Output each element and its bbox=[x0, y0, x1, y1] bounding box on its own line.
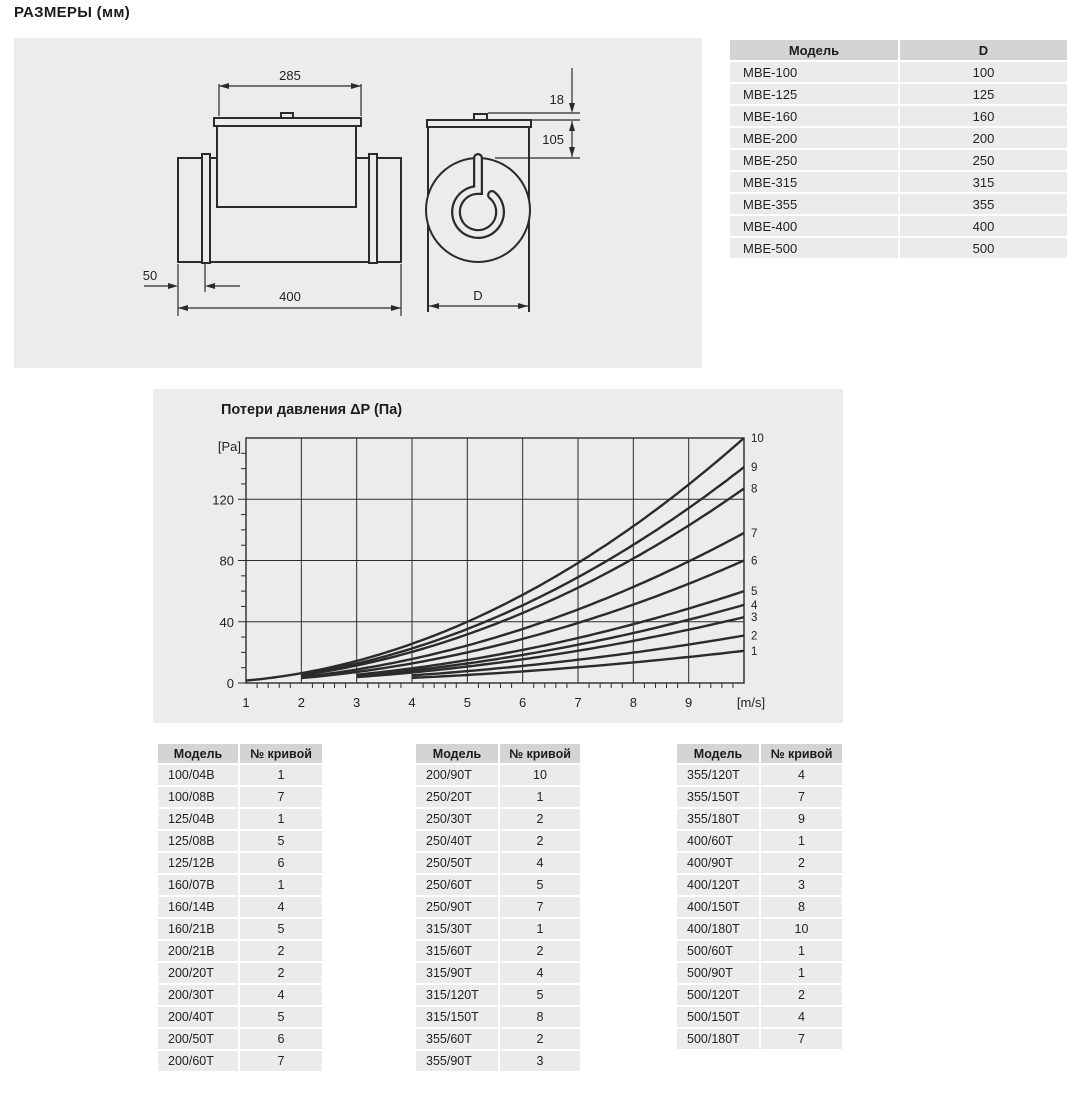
curve-number-cell: 2 bbox=[500, 831, 580, 851]
model-cell: 500/180T bbox=[677, 1029, 759, 1049]
table-row bbox=[158, 919, 322, 939]
curve-label-8: 8 bbox=[751, 483, 758, 496]
table-row bbox=[416, 1051, 580, 1071]
curve-number-cell: 9 bbox=[761, 809, 842, 829]
curve-table-3 bbox=[675, 742, 844, 1051]
table-row bbox=[158, 809, 322, 829]
curve-number-cell: 4 bbox=[761, 1007, 842, 1027]
y-tick-label: 0 bbox=[226, 676, 234, 691]
curve-number-cell: 2 bbox=[240, 963, 322, 983]
table-row bbox=[416, 765, 580, 785]
curve-number-cell: 1 bbox=[240, 875, 322, 895]
table-row bbox=[158, 1007, 322, 1027]
model-cell: 355/60T bbox=[416, 1029, 498, 1049]
table-row bbox=[730, 150, 1067, 170]
d-value-cell: 200 bbox=[900, 128, 1067, 148]
d-value-cell: 100 bbox=[900, 62, 1067, 82]
x-tick-label: 1 bbox=[242, 695, 250, 710]
y-tick-label: 80 bbox=[219, 553, 234, 569]
model-cell: 315/30T bbox=[416, 919, 498, 939]
table-row bbox=[730, 194, 1067, 214]
dim-d-label: D bbox=[473, 288, 483, 303]
column-header: № кривой bbox=[761, 744, 842, 763]
curve-number-cell: 3 bbox=[761, 875, 842, 895]
curve-number-cell: 7 bbox=[240, 1051, 322, 1071]
table-row bbox=[730, 172, 1067, 192]
model-cell: 400/60T bbox=[677, 831, 759, 851]
curve-number-cell: 7 bbox=[240, 787, 322, 807]
table-row bbox=[677, 875, 842, 895]
table-row bbox=[158, 985, 322, 1005]
curve-label-5: 5 bbox=[751, 586, 758, 599]
x-tick-label: 8 bbox=[629, 695, 637, 710]
table-row bbox=[677, 985, 842, 1005]
curve-10 bbox=[246, 438, 744, 681]
curve-number-cell: 5 bbox=[240, 831, 322, 851]
table-row bbox=[416, 809, 580, 829]
column-header: Модель bbox=[416, 744, 498, 763]
curve-number-cell: 4 bbox=[240, 985, 322, 1005]
model-cell: 200/30T bbox=[158, 985, 238, 1005]
d-value-cell: 125 bbox=[900, 84, 1067, 104]
curve-label-7: 7 bbox=[751, 527, 758, 540]
curve-number-cell: 2 bbox=[240, 941, 322, 961]
model-cell: 200/21B bbox=[158, 941, 238, 961]
d-value-cell: 500 bbox=[900, 238, 1067, 258]
model-cell: 355/120T bbox=[677, 765, 759, 785]
dim-50-label: 50 bbox=[142, 268, 158, 283]
d-value-cell: 400 bbox=[900, 216, 1067, 236]
model-cell: 200/50T bbox=[158, 1029, 238, 1049]
model-cell: 315/60T bbox=[416, 941, 498, 961]
table-row bbox=[677, 1007, 842, 1027]
curve-label-3: 3 bbox=[751, 612, 758, 625]
curve-number-cell: 2 bbox=[500, 1029, 580, 1049]
model-cell: 500/90T bbox=[677, 963, 759, 983]
curve-number-cell: 10 bbox=[761, 919, 842, 939]
curve-number-cell: 1 bbox=[240, 765, 322, 785]
curve-number-cell: 2 bbox=[500, 809, 580, 829]
curve-label-1: 1 bbox=[751, 645, 758, 658]
table-row bbox=[416, 963, 580, 983]
table-row bbox=[416, 897, 580, 917]
d-value-cell: 250 bbox=[900, 150, 1067, 170]
model-cell: MBE-200 bbox=[730, 128, 898, 148]
model-cell: 355/90T bbox=[416, 1051, 498, 1071]
dim-18-label: 18 bbox=[549, 92, 564, 107]
d-value-cell: 315 bbox=[900, 172, 1067, 192]
column-header: № кривой bbox=[240, 744, 322, 763]
model-cell: 200/90T bbox=[416, 765, 498, 785]
curve-number-cell: 3 bbox=[500, 1051, 580, 1071]
table-row bbox=[416, 875, 580, 895]
model-cell: 315/150T bbox=[416, 1007, 498, 1027]
table-row bbox=[730, 128, 1067, 148]
model-cell: 200/20T bbox=[158, 963, 238, 983]
pressure-loss-chart bbox=[153, 389, 843, 723]
model-cell: 125/12B bbox=[158, 853, 238, 873]
dimension-400 bbox=[178, 264, 401, 316]
model-cell: 315/90T bbox=[416, 963, 498, 983]
table-row bbox=[677, 765, 842, 785]
x-axis-unit: [m/s] bbox=[736, 695, 766, 710]
curve-number-cell: 1 bbox=[761, 941, 842, 961]
model-cell: 200/60T bbox=[158, 1051, 238, 1071]
model-cell: 160/07B bbox=[158, 875, 238, 895]
table-row bbox=[677, 853, 842, 873]
table-row bbox=[677, 831, 842, 851]
table-row bbox=[730, 216, 1067, 236]
curve-number-cell: 5 bbox=[500, 985, 580, 1005]
table-row bbox=[730, 106, 1067, 126]
curve-number-cell: 4 bbox=[240, 897, 322, 917]
model-cell: 400/90T bbox=[677, 853, 759, 873]
dimension-d bbox=[429, 288, 528, 309]
curve-label-10: 10 bbox=[751, 433, 764, 445]
page-title: РАЗМЕРЫ (мм) bbox=[14, 4, 131, 21]
model-cell: 500/60T bbox=[677, 941, 759, 961]
model-cell: 200/40T bbox=[158, 1007, 238, 1027]
column-header: Модель bbox=[158, 744, 238, 763]
table-row bbox=[730, 84, 1067, 104]
table-row bbox=[677, 897, 842, 917]
curve-label-4: 4 bbox=[751, 599, 758, 612]
curve-label-9: 9 bbox=[751, 462, 758, 475]
model-cell: 250/30T bbox=[416, 809, 498, 829]
dimension-50 bbox=[143, 264, 240, 292]
table-row bbox=[158, 875, 322, 895]
model-cell: 315/120T bbox=[416, 985, 498, 1005]
table-row bbox=[158, 963, 322, 983]
dim-105-label: 105 bbox=[542, 132, 564, 147]
table-row bbox=[158, 853, 322, 873]
dimension-18 bbox=[488, 68, 580, 113]
model-cell: 355/150T bbox=[677, 787, 759, 807]
table-row bbox=[158, 1029, 322, 1049]
table-row bbox=[677, 941, 842, 961]
curve-number-cell: 7 bbox=[761, 1029, 842, 1049]
model-cell: 125/04B bbox=[158, 809, 238, 829]
model-cell: MBE-125 bbox=[730, 84, 898, 104]
model-cell: 400/120T bbox=[677, 875, 759, 895]
model-cell: 160/21B bbox=[158, 919, 238, 939]
curve-table-2 bbox=[414, 742, 582, 1073]
curve-number-cell: 5 bbox=[240, 919, 322, 939]
table-row bbox=[730, 238, 1067, 258]
x-tick-label: 7 bbox=[574, 695, 582, 710]
model-cell: MBE-160 bbox=[730, 106, 898, 126]
table-row bbox=[416, 853, 580, 873]
model-cell: 400/150T bbox=[677, 897, 759, 917]
table-row bbox=[730, 62, 1067, 82]
curve-number-cell: 8 bbox=[500, 1007, 580, 1027]
curve-label-6: 6 bbox=[751, 555, 758, 568]
dim-400-label: 400 bbox=[279, 289, 301, 304]
table-row bbox=[677, 1029, 842, 1049]
table-row bbox=[416, 787, 580, 807]
model-cell: 400/180T bbox=[677, 919, 759, 939]
model-cell: 100/08B bbox=[158, 787, 238, 807]
curve-number-cell: 5 bbox=[240, 1007, 322, 1027]
dimensions-drawing-panel bbox=[14, 38, 702, 368]
y-axis-unit: [Pa] bbox=[217, 439, 241, 454]
table-row bbox=[158, 787, 322, 807]
model-cell: 250/20T bbox=[416, 787, 498, 807]
curve-number-cell: 1 bbox=[500, 787, 580, 807]
y-tick-label: 120 bbox=[212, 492, 234, 508]
table-row bbox=[677, 809, 842, 829]
y-tick-label: 40 bbox=[219, 614, 234, 630]
curve-number-cell: 8 bbox=[761, 897, 842, 917]
curve-number-cell: 2 bbox=[500, 941, 580, 961]
technical-drawing bbox=[14, 38, 702, 368]
column-header: № кривой bbox=[500, 744, 580, 763]
x-tick-label: 4 bbox=[408, 695, 416, 710]
curve-number-cell: 7 bbox=[761, 787, 842, 807]
model-cell: 250/50T bbox=[416, 853, 498, 873]
table-row bbox=[416, 1029, 580, 1049]
curve-number-cell: 6 bbox=[240, 1029, 322, 1049]
x-tick-label: 2 bbox=[297, 695, 305, 710]
curve-4 bbox=[357, 605, 744, 676]
table-row bbox=[158, 831, 322, 851]
model-cell: MBE-400 bbox=[730, 216, 898, 236]
table-row bbox=[416, 831, 580, 851]
duct-side-view bbox=[178, 113, 401, 263]
model-cell: MBE-500 bbox=[730, 238, 898, 258]
model-cell: 500/120T bbox=[677, 985, 759, 1005]
table-row bbox=[416, 1007, 580, 1027]
d-value-cell: 355 bbox=[900, 194, 1067, 214]
curve-number-cell: 1 bbox=[761, 831, 842, 851]
curve-number-cell: 2 bbox=[761, 985, 842, 1005]
table-row bbox=[677, 963, 842, 983]
column-header: Модель bbox=[730, 40, 898, 60]
model-cell: MBE-315 bbox=[730, 172, 898, 192]
curve-number-cell: 10 bbox=[500, 765, 580, 785]
column-header: Модель bbox=[677, 744, 759, 763]
column-header: D bbox=[900, 40, 1067, 60]
dimension-285 bbox=[219, 68, 361, 116]
model-d-table bbox=[728, 38, 1069, 260]
chart-title: Потери давления ΔP (Па) bbox=[221, 402, 403, 418]
duct-end-view bbox=[426, 114, 531, 312]
curve-number-cell: 4 bbox=[500, 853, 580, 873]
model-cell: MBE-250 bbox=[730, 150, 898, 170]
x-tick-label: 3 bbox=[353, 695, 361, 710]
table-row bbox=[677, 919, 842, 939]
table-row bbox=[158, 765, 322, 785]
dim-285-label: 285 bbox=[279, 68, 301, 83]
model-cell: 500/150T bbox=[677, 1007, 759, 1027]
table-row bbox=[158, 897, 322, 917]
table-row bbox=[158, 1051, 322, 1071]
model-cell: MBE-100 bbox=[730, 62, 898, 82]
table-row bbox=[416, 919, 580, 939]
model-cell: 355/180T bbox=[677, 809, 759, 829]
curve-number-cell: 2 bbox=[761, 853, 842, 873]
model-cell: MBE-355 bbox=[730, 194, 898, 214]
x-tick-label: 5 bbox=[463, 695, 471, 710]
curve-number-cell: 6 bbox=[240, 853, 322, 873]
model-cell: 160/14B bbox=[158, 897, 238, 917]
model-cell: 250/60T bbox=[416, 875, 498, 895]
table-row bbox=[158, 941, 322, 961]
table-row bbox=[416, 941, 580, 961]
curve-number-cell: 1 bbox=[500, 919, 580, 939]
x-tick-label: 9 bbox=[685, 695, 693, 710]
table-row bbox=[416, 985, 580, 1005]
curve-number-cell: 1 bbox=[761, 963, 842, 983]
curve-label-2: 2 bbox=[751, 630, 758, 643]
model-cell: 250/40T bbox=[416, 831, 498, 851]
curve-table-1 bbox=[156, 742, 324, 1073]
curve-number-cell: 5 bbox=[500, 875, 580, 895]
curve-number-cell: 4 bbox=[761, 765, 842, 785]
d-value-cell: 160 bbox=[900, 106, 1067, 126]
table-row bbox=[677, 787, 842, 807]
curve-number-cell: 1 bbox=[240, 809, 322, 829]
model-cell: 250/90T bbox=[416, 897, 498, 917]
pressure-loss-chart-panel bbox=[153, 389, 843, 723]
curve-number-cell: 4 bbox=[500, 963, 580, 983]
model-cell: 125/08B bbox=[158, 831, 238, 851]
x-tick-label: 6 bbox=[519, 695, 527, 710]
curve-number-cell: 7 bbox=[500, 897, 580, 917]
model-cell: 100/04B bbox=[158, 765, 238, 785]
